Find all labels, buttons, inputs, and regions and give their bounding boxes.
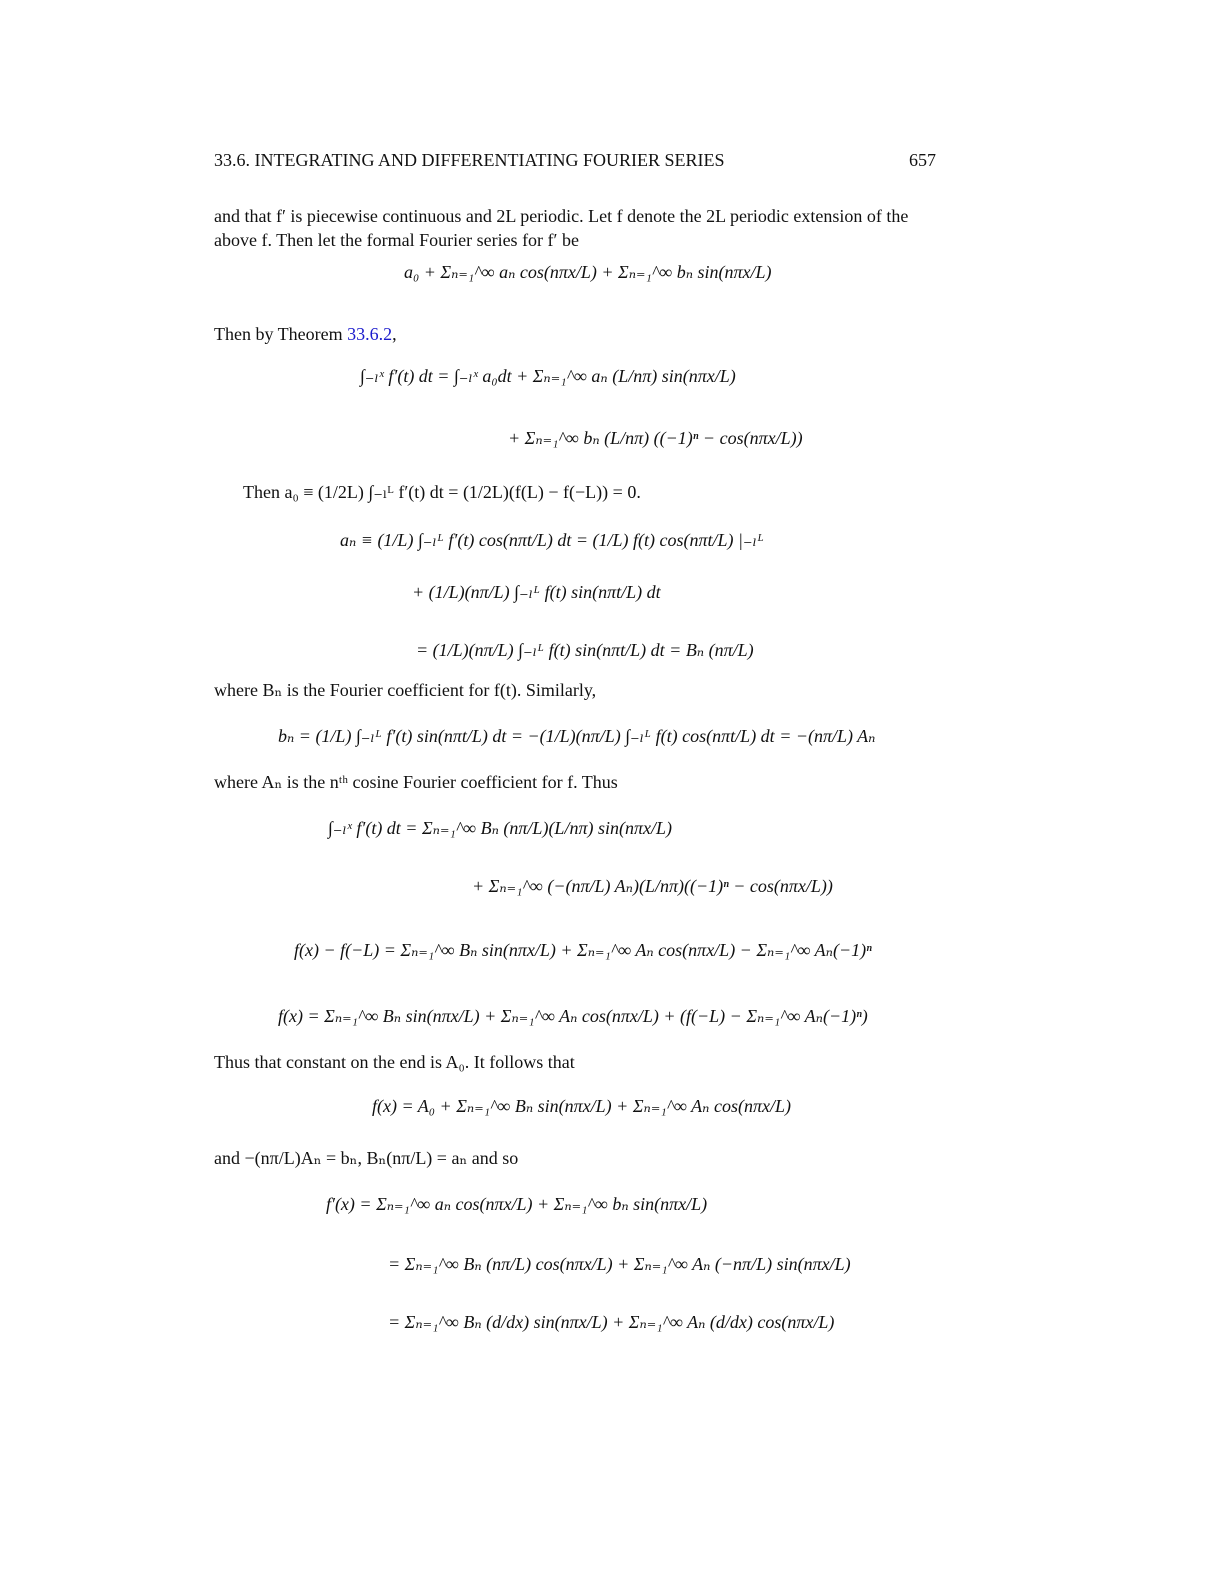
paragraph-2-suffix: ,	[392, 324, 397, 344]
equation-5a: ∫₋ₗˣ f′(t) dt = Σₙ₌₁^∞ Bₙ (nπ/L)(L/nπ) sin(nπx/L)	[328, 818, 672, 838]
paragraph-7: and −(nπ/L)Aₙ = bₙ, Bₙ(nπ/L) = aₙ and so	[214, 1148, 519, 1168]
equation-2b: + Σₙ₌₁^∞ bₙ (L/nπ) ((−1)ⁿ − cos(nπx/L))	[508, 428, 803, 448]
equation-5b: + Σₙ₌₁^∞ (−(nπ/L) Aₙ)(L/nπ)((−1)ⁿ − cos(nπx/L))	[472, 876, 833, 896]
paragraph-3: Then a₀ ≡ (1/2L) ∫₋ₗᴸ f′(t) dt = (1/2L)(f(L) − f(−L)) = 0.	[243, 482, 641, 502]
equation-8: f(x) = A₀ + Σₙ₌₁^∞ Bₙ sin(nπx/L) + Σₙ₌₁^∞ Aₙ cos(nπx/L)	[372, 1096, 791, 1116]
equation-9b: = Σₙ₌₁^∞ Bₙ (nπ/L) cos(nπx/L) + Σₙ₌₁^∞ Aₙ (−nπ/L) sin(nπx/L)	[388, 1254, 851, 1274]
page-number: 657	[909, 150, 936, 170]
equation-3c: = (1/L)(nπ/L) ∫₋ₗᴸ f(t) sin(nπt/L) dt = Bₙ (nπ/L)	[416, 640, 754, 660]
equation-1: a₀ + Σₙ₌₁^∞ aₙ cos(nπx/L) + Σₙ₌₁^∞ bₙ sin(nπx/L)	[404, 262, 772, 282]
equation-3a: aₙ ≡ (1/L) ∫₋ₗᴸ f′(t) cos(nπt/L) dt = (1/L) f(t) cos(nπt/L) |₋ₗᴸ	[340, 530, 765, 550]
paragraph-4: where Bₙ is the Fourier coefficient for f(t). Similarly,	[214, 680, 597, 700]
theorem-link[interactable]: 33.6.2	[347, 324, 393, 344]
equation-3b: + (1/L)(nπ/L) ∫₋ₗᴸ f(t) sin(nπt/L) dt	[412, 582, 661, 602]
header-title: 33.6. INTEGRATING AND DIFFERENTIATING FOURIER SERIES	[214, 150, 725, 170]
paragraph-6: Thus that constant on the end is A₀. It follows that	[214, 1052, 575, 1072]
equation-6: f(x) − f(−L) = Σₙ₌₁^∞ Bₙ sin(nπx/L) + Σₙ₌₁^∞ Aₙ cos(nπx/L) − Σₙ₌₁^∞ Aₙ(−1)ⁿ	[294, 940, 872, 960]
running-header	[214, 150, 936, 171]
equation-4: bₙ = (1/L) ∫₋ₗᴸ f′(t) sin(nπt/L) dt = −(1/L)(nπ/L) ∫₋ₗᴸ f(t) cos(nπt/L) dt = −(nπ/L) Aₙ	[278, 726, 876, 746]
paragraph-2-text: Then by Theorem	[214, 324, 348, 344]
equation-9c: = Σₙ₌₁^∞ Bₙ (d/dx) sin(nπx/L) + Σₙ₌₁^∞ Aₙ (d/dx) cos(nπx/L)	[388, 1312, 835, 1332]
equation-7: f(x) = Σₙ₌₁^∞ Bₙ sin(nπx/L) + Σₙ₌₁^∞ Aₙ cos(nπx/L) + (f(−L) − Σₙ₌₁^∞ Aₙ(−1)ⁿ)	[278, 1006, 868, 1026]
paragraph-2	[214, 322, 934, 346]
equation-2a: ∫₋ₗˣ f′(t) dt = ∫₋ₗˣ a₀dt + Σₙ₌₁^∞ aₙ (L/nπ) sin(nπx/L)	[360, 366, 736, 386]
equation-9a: f′(x) = Σₙ₌₁^∞ aₙ cos(nπx/L) + Σₙ₌₁^∞ bₙ sin(nπx/L)	[326, 1194, 708, 1214]
paragraph-1: and that f′ is piecewise continuous and 2L periodic. Let f denote the 2L periodic extension of the above f. Then let the formal Fourier series for f′ be	[214, 206, 909, 250]
paragraph-5: where Aₙ is the nᵗʰ cosine Fourier coefficient for f. Thus	[214, 772, 618, 792]
